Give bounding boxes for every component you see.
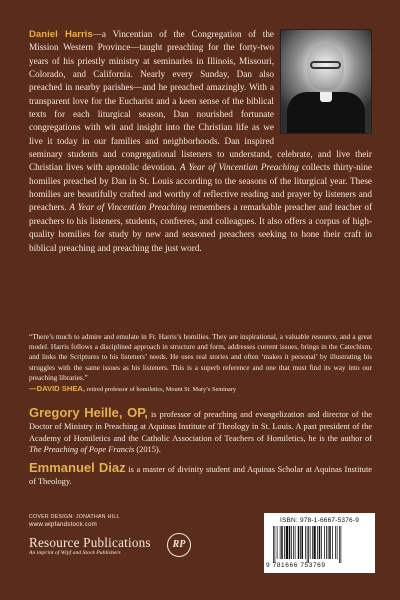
book-title-reference-1: A Year of Vincentian Preaching [179,162,299,173]
barcode-bar [314,526,316,559]
barcode-bar [273,526,274,563]
photo-glasses [310,61,341,69]
barcode-bar [280,526,281,559]
barcode-bar [305,526,306,559]
barcode-bar [281,526,283,559]
barcode-bar [307,526,308,563]
barcode-bar [326,526,327,559]
barcode-bar [293,526,294,559]
barcode-bar [319,526,321,559]
publisher-imprint: An imprint of Wipf and Stock Publishers [29,550,121,556]
isbn-label: ISBN: 978-1-6667-5376-9 [279,517,360,524]
barcode-digits: 9 781666 753769 [266,562,326,569]
barcode-bar [275,526,276,563]
publisher-name: Resource Publications [29,535,151,550]
barcode-bar [284,526,285,559]
endorsement-quote: “There’s much to admire and emulate in Fr. Harris’s homilies. They are inspirational, a valuable resource, and a great model. Harris follows a disciplined approach in structure and form, addresses current issues, brings in the Catechism, and links the Scriptures to his listeners’ needs. He uses real stories and often ‘makes it personal’ by illustrating his struggles with the same issues as his listeners. This is a superb reference and one that must find its way into our preaching libraries.” [29,333,372,382]
endorser-name: —DAVID SHEA, [29,384,85,394]
heille-book-title: The Preaching of Pope Francis [29,445,135,455]
barcode-bar [277,526,278,559]
barcode-bar [335,526,336,559]
barcode-bar [286,526,288,559]
endorsement-attribution [29,384,372,395]
cover-design-credit: COVER DESIGN: JONATHAN HILL [29,514,120,520]
subject-name: Daniel Harris [29,29,93,40]
photo-collar [320,92,332,102]
bio-heille [29,407,372,456]
diaz-text: is a master of divinity student and Aquinas Scholar at Aquinas Institute of Theology. [29,465,372,486]
barcode-bar [337,526,338,559]
barcode-bar [302,526,304,559]
barcode-bar [324,526,325,559]
barcode-bar [308,526,309,563]
book-title-reference-2: A Year of Vincentian Preaching [69,202,187,213]
barcode-bar [339,526,340,563]
bio-diaz [29,462,372,488]
barcode-bar [300,526,301,559]
barcode-bar [329,526,331,559]
endorsement [29,332,372,395]
barcode-bar [328,526,329,559]
heille-name: Gregory Heille, OP, [29,405,148,420]
description-part-3: remembers a remarkable preacher and teacher of preachers to his listeners, students, confreres, and colleagues. It also offers a corpus of high-quality homilies for study by new and seasoned preachers seeking to hone their craft in biblical preaching and preaching the just word. [29,202,373,253]
barcode-bar [298,526,300,559]
description-part-1: —a Vincentian of the Congregation of the Mission Western Province—taught preaching for the forty-two years of his priestly ministry at seminaries in Illinois, Missouri, Colorado, and California. Nearly every Sunday, Dan also preached in nearby parishes—and he preached amazingly. With a transparent love for the Eucharist and a keen sense of the biblical texts for each liturgical season, Dan nourished fortunate congregations with wit and insight into the Christian life as we live it today in our families and neighborhoods. Dan inspired seminary students and congregational listeners to understand, celebrate, and live their Christian lives with apostolic devotion. [29,29,372,173]
barcode-bar [295,526,296,559]
author-photo [280,29,372,134]
barcode-bar [291,526,292,559]
barcode-bar [310,526,311,559]
barcode-bar [332,526,333,559]
heille-text-2: (2015). [134,445,161,455]
barcode-bar [289,526,291,559]
barcode-bars [273,526,368,563]
diaz-name: Emmanuel Diaz [29,460,126,475]
publisher-website: www.wipfandstock.com [29,521,97,528]
book-description [29,28,372,255]
heille-text-1: is professor of preaching and evangelization and director of the Doctor of Ministry in Preaching at Aquinas Institute of Theology in St. Louis. A past president of the Academy of Homiletics and the Catholic Association of Teachers of Homiletics, he is the author of [29,410,373,443]
barcode-bar [317,526,318,559]
description-part-2: collects thirty-nine homilies preached by Dan in St. Louis according to the seasons of the liturgical year. These homilies are beautifully crafted and worthy of reflective reading and prayer by listeners and preachers. [29,162,373,213]
barcode-bar [312,526,313,559]
publisher-logo-icon: RP [167,533,191,557]
barcode-bar [341,526,342,563]
endorser-role: retired professor of homiletics, Mount St. Mary’s Seminary [84,386,237,394]
barcode-bar [321,526,322,559]
isbn-barcode [264,513,375,573]
